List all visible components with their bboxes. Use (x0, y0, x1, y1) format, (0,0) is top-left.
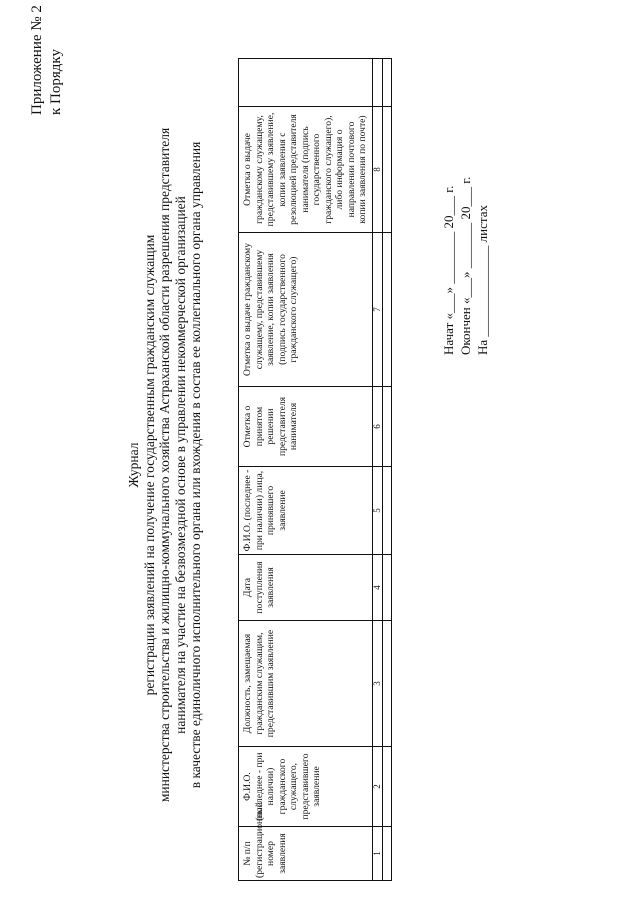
number-cell: 6 (372, 387, 382, 467)
header-cell-position: Должность, замещаемая гражданским служащим, представившим заявление (239, 621, 373, 747)
appendix-line-1: Приложение № 2 (29, 5, 45, 115)
table-row (382, 59, 391, 881)
title-line-1: Журнал (126, 442, 141, 488)
number-cell: 3 (372, 621, 382, 747)
empty-cell (382, 233, 391, 387)
title-line-2: регистрации заявлений на получение государственным гражданским служащим (141, 234, 157, 696)
header-cell-receiver-name: Ф.И.О. (последнее - при наличии) лица, принявшего заявление (239, 467, 373, 555)
title-line-3: министерства строительства и жилищно-коммунального хозяйства Астраханской области разрешения представителя (157, 127, 172, 803)
empty-cell (382, 621, 391, 747)
empty-cell (382, 555, 391, 621)
header-cell-employee-name: Ф.И.О. (последнее - при наличии) гражданского служащего, представившего заявление (239, 747, 373, 827)
header-cell-date: Дата поступления заявления (239, 555, 373, 621)
appendix-note (28, 5, 66, 115)
header-cell-empty (239, 59, 373, 107)
table-number-row (372, 59, 382, 881)
number-cell: 7 (372, 233, 382, 387)
number-cell: 8 (372, 107, 382, 233)
header-cell-number: № п/п (регистрационный номер заявления (239, 827, 373, 881)
journal-title (126, 115, 204, 815)
journal-footer (440, 177, 491, 355)
empty-cell (382, 467, 391, 555)
title-line-4: нанимателя на участие на безвозмездной основе в управлении некоммерческой организацией (172, 196, 188, 734)
number-cell: 4 (372, 555, 382, 621)
number-cell: 1 (372, 827, 382, 881)
empty-cell (382, 59, 391, 107)
empty-cell (382, 827, 391, 881)
header-cell-copy-issued: Отметка о выдаче гражданскому служащему, представившему заявление, копии заявления (подпись государственного гражданского служащего) (239, 233, 373, 387)
ended-date-line: Окончен «___» _______ 20___ г. (458, 176, 473, 355)
sheet-count-line: На ______________ листах (475, 205, 490, 355)
number-cell: 5 (372, 467, 382, 555)
header-cell-copy-with-resolution: Отметка о выдаче гражданскому служащему, представившему заявление, копии заявления с резолюцией представителя нанимателя (подпись государственного гражданского служащего), либо информация о направлении почтового копии заявления по почте) (239, 107, 373, 233)
title-line-5: в качестве единоличного исполнительного органа или вхождения в состав ее коллегиального органа управления (188, 141, 203, 789)
number-cell-empty (372, 59, 382, 107)
header-cell-decision: Отметка о принятом решении представителя нанимателя (239, 387, 373, 467)
number-cell: 2 (372, 747, 382, 827)
appendix-line-2: к Порядку (48, 49, 64, 115)
empty-cell (382, 107, 391, 233)
table-header-row (239, 59, 373, 881)
started-date-line: Начат «___» ________ 20___ г. (441, 185, 456, 355)
empty-cell (382, 387, 391, 467)
registration-table (238, 58, 392, 881)
empty-cell (382, 747, 391, 827)
